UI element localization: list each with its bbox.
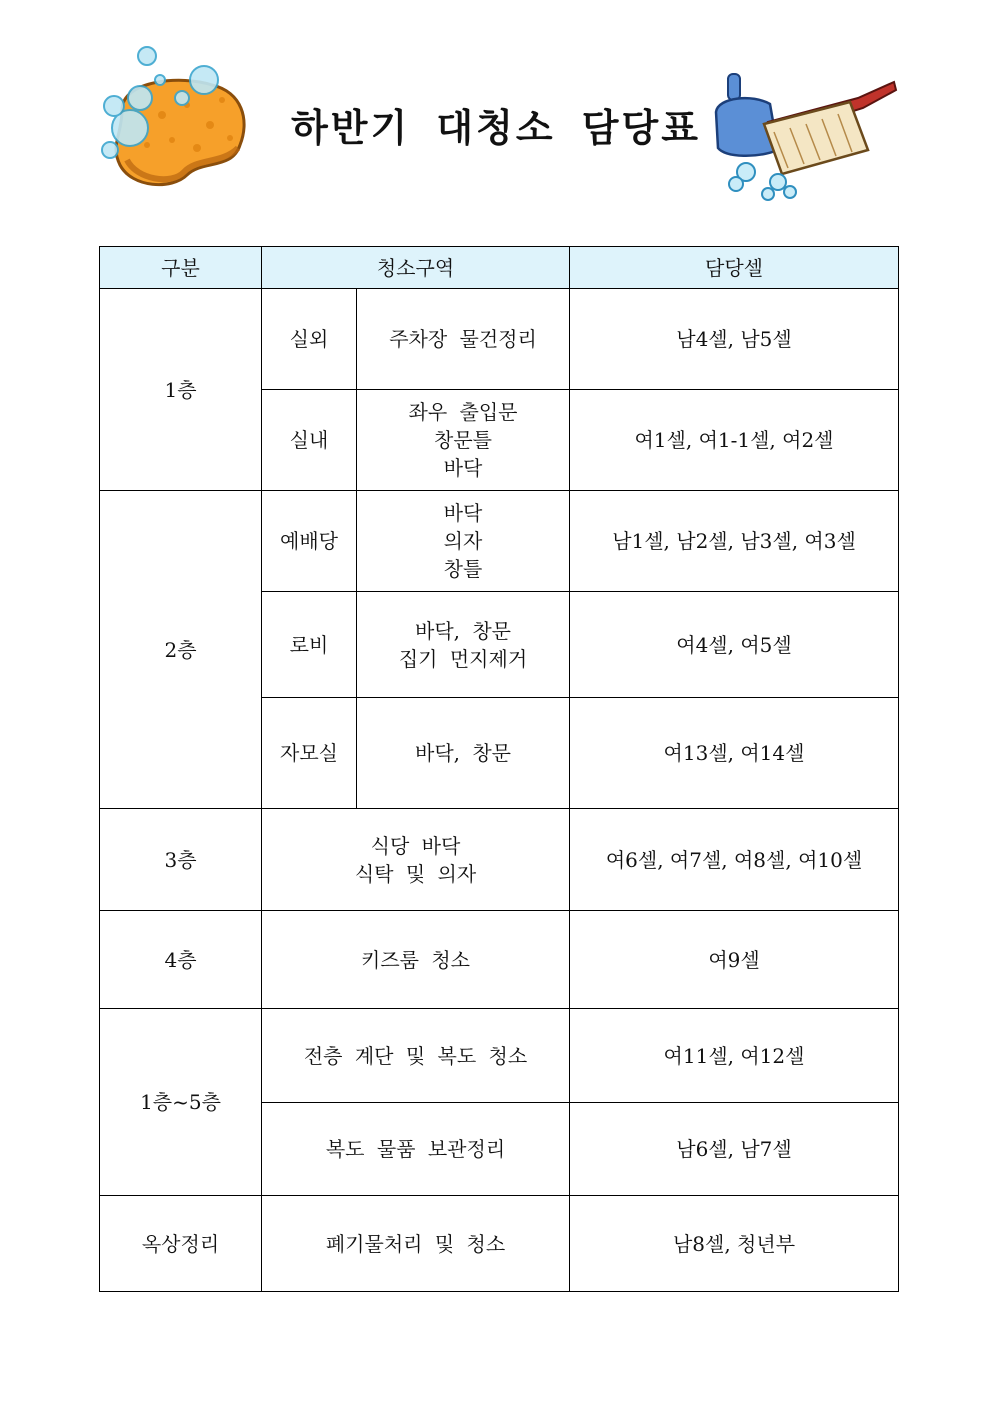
cleaning-duty-table (99, 246, 899, 1292)
assigned-cell: 여4셀, 여5셀 (570, 592, 899, 698)
page-header (0, 0, 992, 220)
task-cell: 키즈룸 청소 (262, 911, 570, 1009)
floor-label: 1층~5층 (100, 1009, 262, 1196)
task-cell: 바닥, 창문 (357, 698, 570, 809)
assigned-cell: 여6셀, 여7셀, 여8셀, 여10셀 (570, 809, 899, 911)
assigned-cell: 남6셀, 남7셀 (570, 1103, 899, 1196)
floor-label: 3층 (100, 809, 262, 911)
table-row (100, 911, 899, 1009)
assigned-cell: 여11셀, 여12셀 (570, 1009, 899, 1103)
floor-label: 옥상정리 (100, 1196, 262, 1292)
assigned-cell: 여9셀 (570, 911, 899, 1009)
assigned-cell: 여1셀, 여1-1셀, 여2셀 (570, 390, 899, 491)
area-cell: 자모실 (262, 698, 357, 809)
area-cell: 실외 (262, 289, 357, 390)
table-row (100, 289, 899, 390)
task-cell: 바닥 의자 창틀 (357, 491, 570, 592)
table-row (100, 491, 899, 592)
floor-label: 2층 (100, 491, 262, 809)
header-row (100, 247, 899, 289)
task-cell: 폐기물처리 및 청소 (262, 1196, 570, 1292)
area-cell: 로비 (262, 592, 357, 698)
assigned-cell: 남1셀, 남2셀, 남3셀, 여3셀 (570, 491, 899, 592)
table-row (100, 809, 899, 911)
page-title: 하반기 대청소 담당표 (291, 106, 701, 150)
assigned-cell: 남8셀, 청년부 (570, 1196, 899, 1292)
area-cell: 예배당 (262, 491, 357, 592)
task-cell: 주차장 물건정리 (357, 289, 570, 390)
floor-label: 1층 (100, 289, 262, 491)
table-row (100, 1009, 899, 1103)
table-row (100, 1196, 899, 1292)
header-division: 구분 (100, 247, 262, 289)
assigned-cell: 여13셀, 여14셀 (570, 698, 899, 809)
area-cell: 실내 (262, 390, 357, 491)
header-assigned-cells: 담당셀 (570, 247, 899, 289)
task-cell: 좌우 출입문 창문틀 바닥 (357, 390, 570, 491)
assigned-cell: 남4셀, 남5셀 (570, 289, 899, 390)
task-cell: 복도 물품 보관정리 (262, 1103, 570, 1196)
task-cell: 식당 바닥 식탁 및 의자 (262, 809, 570, 911)
task-cell: 전층 계단 및 복도 청소 (262, 1009, 570, 1103)
header-cleaning-area: 청소구역 (262, 247, 570, 289)
task-cell: 바닥, 창문 집기 먼지제거 (357, 592, 570, 698)
floor-label: 4층 (100, 911, 262, 1009)
